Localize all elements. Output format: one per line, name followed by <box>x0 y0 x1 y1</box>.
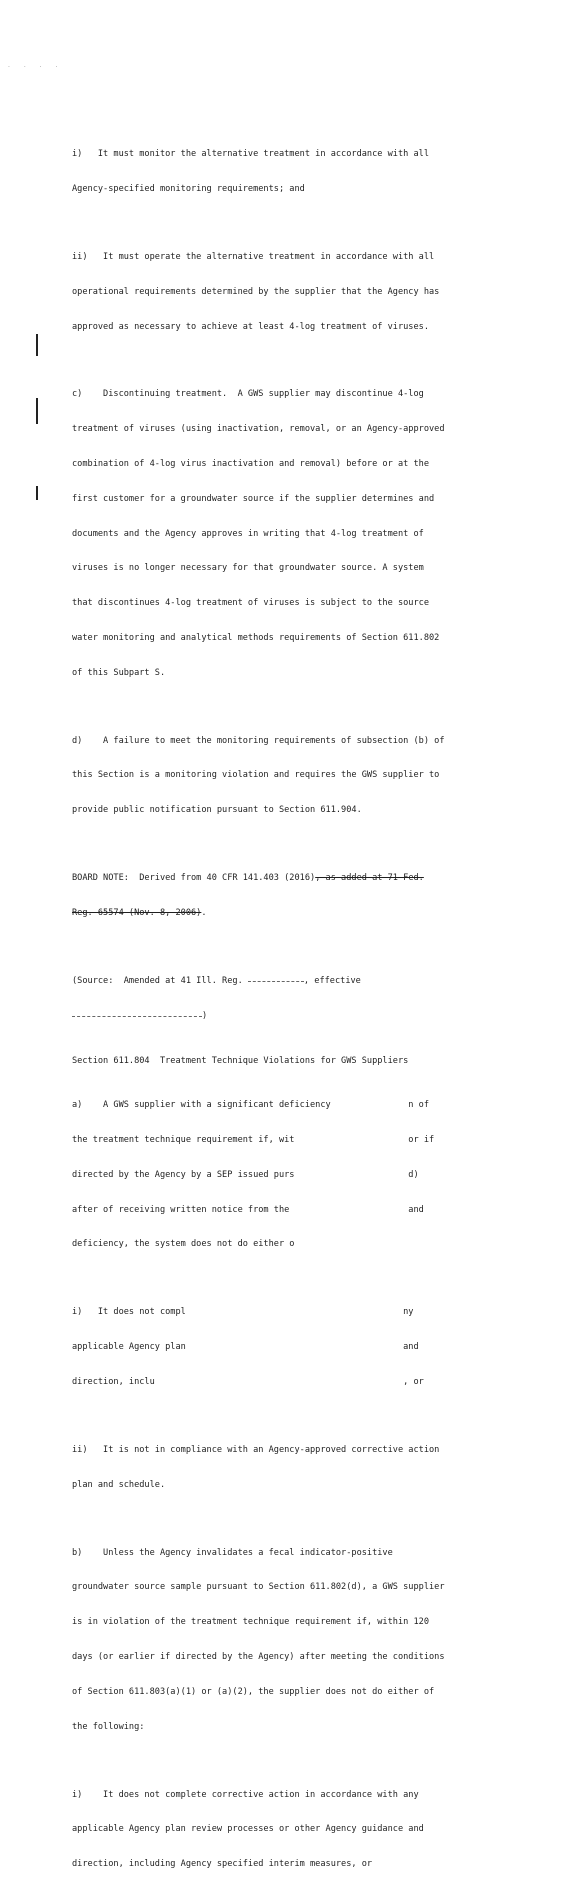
board-note-line: BOARD NOTE: Derived from 40 CFR 141.403 (2016), as added at 71 Fed. <box>72 873 424 884</box>
text-line: the following: <box>72 1721 145 1732</box>
text-line: provide public notification pursuant to Section 611.904. <box>72 805 362 816</box>
text-line: that discontinues 4-log treatment of viruses is subject to the source <box>72 598 429 609</box>
paragraph-ii-operate <box>72 229 502 357</box>
text-line: ii) It is not in compliance with an Agency-approved corrective action <box>72 1444 440 1455</box>
text-line: of Section 611.803(a)(1) or (a)(2), the supplier does not do either of <box>72 1686 435 1697</box>
paragraph-b-unless <box>72 1525 502 1757</box>
source-note <box>72 953 502 1046</box>
paragraph-c-discontinuing <box>72 366 502 702</box>
text-line: viruses is no longer necessary for that groundwater source. A system <box>72 563 424 574</box>
text-line: i) It does not complete corrective action in accordance with any <box>72 1789 419 1800</box>
text-line: of this Subpart S. <box>72 667 166 678</box>
revision-bar <box>36 486 38 500</box>
text-line: this Section is a monitoring violation and requires the GWS supplier to <box>72 770 440 781</box>
paragraph-d-failure <box>72 713 502 841</box>
document-page <box>72 126 502 1904</box>
text-line: b) Unless the Agency invalidates a fecal indicator-positive <box>72 1547 393 1558</box>
text-line: direction, including Agency specified interim measures, or <box>72 1859 373 1870</box>
text-line: combination of 4-log virus inactivation and removal) before or at the <box>72 459 429 470</box>
text-line: i) It must monitor the alternative treatment in accordance with all <box>72 149 429 160</box>
source-line: ) <box>72 1011 502 1023</box>
text-line: the treatment technique requirement if, wit or if <box>72 1135 435 1146</box>
text-line: applicable Agency plan and <box>72 1342 419 1353</box>
text-line: deficiency, the system does not do either o <box>72 1239 295 1250</box>
struck-text: , as added at 71 Fed. <box>315 873 424 884</box>
text-line: a) A GWS supplier with a significant deficiency n of <box>72 1100 429 1111</box>
text-line: groundwater source sample pursuant to Section 611.802(d), a GWS supplier <box>72 1582 445 1593</box>
source-line: (Source: Amended at 41 Ill. Reg. , effective <box>72 975 361 986</box>
text-line: operational requirements determined by the supplier that the Agency has <box>72 286 440 297</box>
paragraph-i-not-comply <box>72 1284 502 1412</box>
paragraph-ii-not-compliance <box>72 1422 502 1515</box>
text-line: d) A failure to meet the monitoring requirements of subsection (b) of <box>72 735 445 746</box>
section-heading: Section 611.804 Treatment Technique Violations for GWS Suppliers <box>72 1055 409 1066</box>
paragraph-i-corrective-action <box>72 1766 502 1894</box>
revision-bar <box>36 334 38 356</box>
paragraph-i-monitor <box>72 126 502 219</box>
text-line: water monitoring and analytical methods requirements of Section 611.802 <box>72 632 440 643</box>
text-line: directed by the Agency by a SEP issued purs d) <box>72 1169 419 1180</box>
text-line: documents and the Agency approves in writing that 4-log treatment of <box>72 528 424 539</box>
text-line: days (or earlier if directed by the Agency) after meeting the conditions <box>72 1652 445 1663</box>
text-line: direction, inclu , or <box>72 1376 424 1387</box>
text-line: approved as necessary to achieve at least 4-log treatment of viruses. <box>72 321 429 332</box>
board-note <box>72 850 502 943</box>
text-line: after of receiving written notice from the and <box>72 1204 424 1215</box>
text-line: is in violation of the treatment technique requirement if, within 120 <box>72 1617 429 1628</box>
blank-field <box>248 979 304 982</box>
text-line: treatment of viruses (using inactivation, removal, or an Agency-approved <box>72 424 445 435</box>
text-line: Agency-specified monitoring requirements; and <box>72 183 305 194</box>
struck-text: Reg. 65574 (Nov. 8, 2006) <box>72 908 202 918</box>
blank-field <box>72 1014 202 1017</box>
text-line: applicable Agency plan review processes or other Agency guidance and <box>72 1824 424 1835</box>
text-line: ii) It must operate the alternative treatment in accordance with all <box>72 251 435 262</box>
paragraph-a-significant-deficiency <box>72 1077 502 1274</box>
corner-marks: . . . . <box>8 62 64 69</box>
text-line: c) Discontinuing treatment. A GWS supplier may discontinue 4-log <box>72 389 424 400</box>
revision-bar <box>36 398 38 424</box>
text-line: plan and schedule. <box>72 1479 166 1490</box>
board-note-line: Reg. 65574 (Nov. 8, 2006). <box>72 908 207 918</box>
text-line: i) It does not compl ny <box>72 1307 414 1318</box>
text-line: first customer for a groundwater source if the supplier determines and <box>72 493 435 504</box>
